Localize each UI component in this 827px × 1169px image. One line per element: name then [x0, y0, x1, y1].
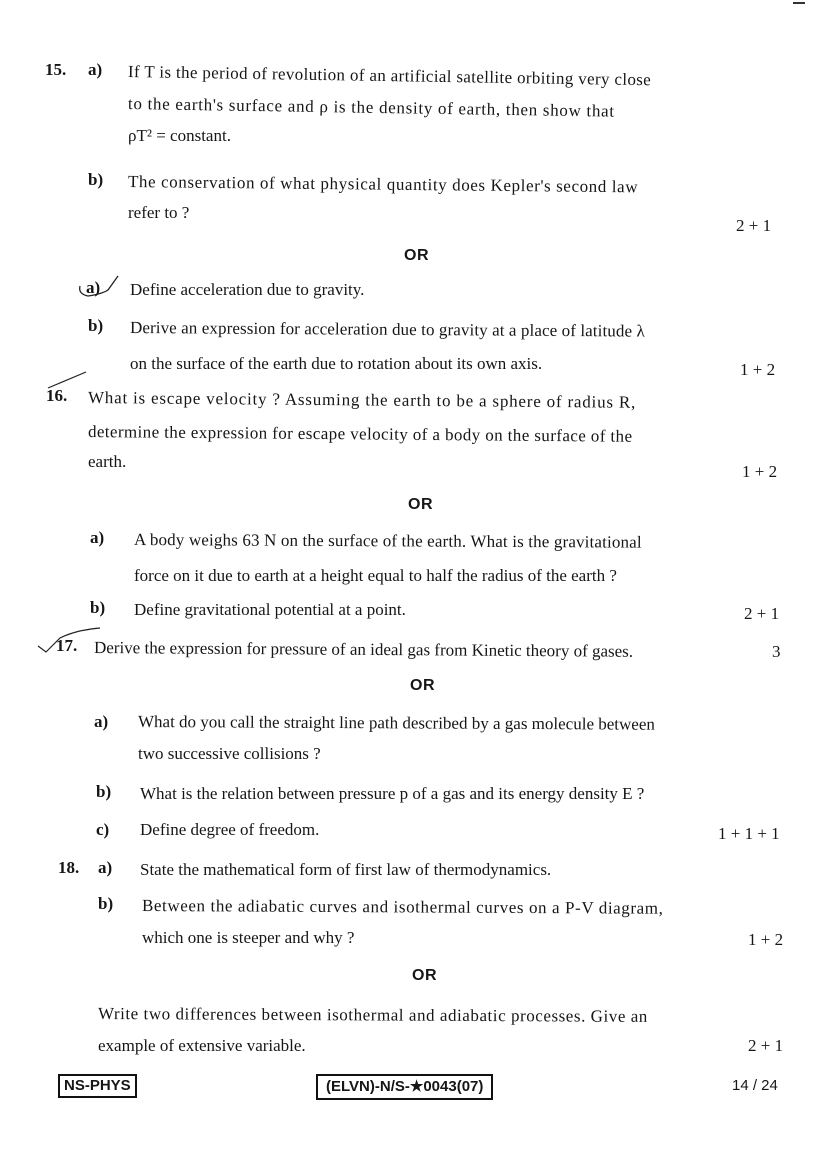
q17-alt-a-line1: What do you call the straight line path described by a gas molecule between	[137, 712, 655, 734]
q15-a-line1: If T is the period of revolution of an artificial satellite orbiting very close	[127, 62, 652, 90]
q16-alt-b-text: Define gravitational potential at a point.	[134, 600, 406, 619]
q15-a-line2: to the earth's surface and ρ is the density of earth, then show that	[127, 94, 615, 121]
q18-number: 18.	[58, 858, 80, 877]
q17-alt-a-line2: two successive collisions ?	[138, 744, 321, 763]
q16-number: 16.	[46, 386, 68, 405]
q15-a-formula: ρT² = constant.	[128, 126, 231, 145]
q18-alt-marks: 2 + 1	[748, 1036, 784, 1055]
q18-a-text: State the mathematical form of first law of thermodynamics.	[140, 860, 552, 879]
q15-a-label: a)	[88, 60, 103, 79]
q17-or: OR	[410, 677, 435, 694]
q18-alt-line1: Write two differences between isothermal and adiabatic processes. Give an	[97, 1004, 648, 1026]
q17-alt-c-text: Define degree of freedom.	[140, 820, 320, 839]
q15-b-line2: refer to ?	[128, 203, 190, 222]
q18-marks: 1 + 2	[748, 930, 784, 949]
q16-alt-a-line1: A body weighs 63 N on the surface of the earth. What is the gravitational	[133, 530, 642, 552]
q16-line3: earth.	[88, 452, 127, 471]
q15-or: OR	[404, 247, 429, 264]
q18-b-line2: which one is steeper and why ?	[142, 928, 355, 947]
q16-line1: What is escape velocity ? Assuming the earth to be a sphere of radius R,	[87, 388, 637, 412]
q16-or: OR	[408, 496, 433, 513]
q17-alt-marks: 1 + 1 + 1	[718, 824, 780, 843]
q15-alt-b-line1: Derive an expression for acceleration due to gravity at a place of latitude λ	[129, 318, 645, 341]
footer-subject-code: NS-PHYS	[58, 1074, 137, 1098]
q17-number: 17.	[56, 636, 78, 655]
q17-alt-a-label: a)	[94, 712, 109, 731]
q18-alt-line2: example of extensive variable.	[98, 1036, 306, 1055]
q16-alt-a-line2: force on it due to earth at a height equal to half the radius of the earth ?	[134, 566, 617, 585]
q15-marks: 2 + 1	[736, 216, 772, 235]
q16-alt-b-label: b)	[90, 598, 106, 617]
q18-a-label: a)	[98, 858, 113, 877]
q16-alt-a-label: a)	[90, 528, 105, 547]
q16-alt-marks: 2 + 1	[744, 604, 780, 623]
q16-line2: determine the expression for escape velocity of a body on the surface of the	[87, 422, 633, 446]
corner-dash	[793, 2, 805, 4]
q15-alt-a-text: Define acceleration due to gravity.	[130, 280, 365, 299]
q17-alt-c-label: c)	[96, 820, 110, 839]
q15-number: 15.	[45, 60, 67, 79]
q16-marks: 1 + 2	[742, 462, 778, 481]
q17-marks: 3	[772, 642, 781, 661]
q18-b-label: b)	[98, 894, 114, 913]
q18-or: OR	[412, 967, 437, 984]
q17-alt-b-text: What is the relation between pressure p of a gas and its energy density E ?	[140, 784, 645, 803]
q15-alt-a-label: a)	[86, 278, 101, 297]
q15-b-label: b)	[88, 170, 104, 189]
footer-paper-code: (ELVN)-N/S-★0043(07)	[316, 1074, 493, 1100]
q15-alt-marks: 1 + 2	[740, 360, 776, 379]
q15-alt-b-label: b)	[88, 316, 104, 335]
footer-page-number: 14 / 24	[732, 1077, 778, 1094]
q17-text: Derive the expression for pressure of an ideal gas from Kinetic theory of gases.	[93, 638, 634, 661]
q18-b-line1: Between the adiabatic curves and isothermal curves on a P-V diagram,	[141, 896, 664, 918]
q15-alt-b-line2: on the surface of the earth due to rotation about its own axis.	[130, 354, 543, 373]
q15-b-line1: The conservation of what physical quantity does Kepler's second law	[127, 172, 639, 197]
q17-alt-b-label: b)	[96, 782, 112, 801]
